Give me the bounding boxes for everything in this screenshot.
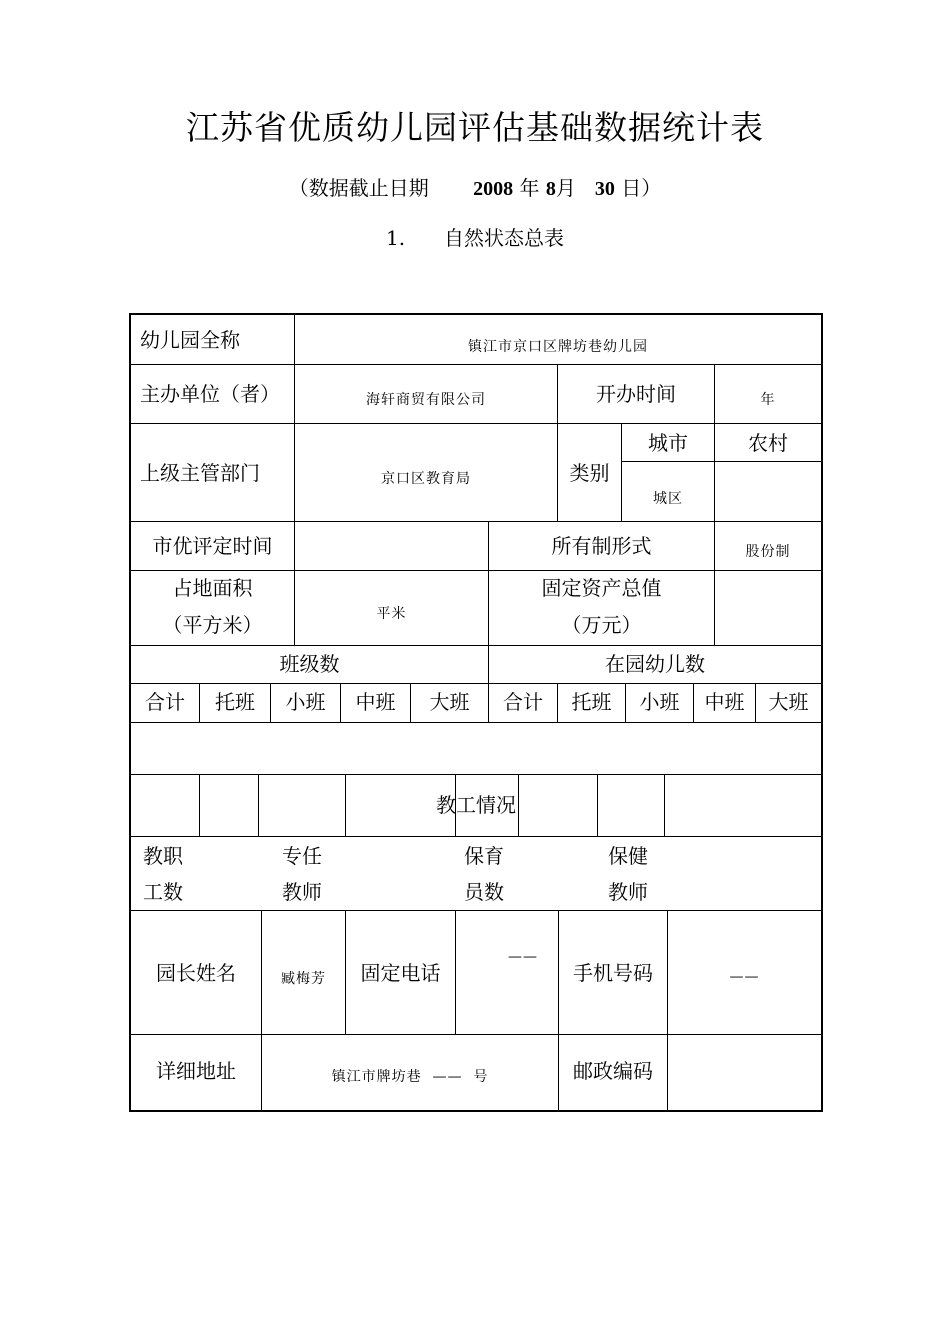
category-rural-label: 农村 — [748, 431, 788, 455]
cutoff-date-line — [0, 172, 950, 201]
classes-col-total: 合计 — [145, 690, 185, 714]
staff-count-label-line1: 教职 — [143, 844, 183, 868]
row-divider — [131, 1034, 821, 1035]
col-divider — [714, 521, 715, 646]
address-value — [262, 1070, 558, 1084]
col-divider — [667, 910, 668, 1110]
cutoff-month-unit: 月 — [555, 176, 576, 200]
director-name-value: 臧梅芳 — [281, 971, 326, 987]
cutoff-date-prefix: （数据截止日期 — [288, 176, 429, 200]
caregivers-label-line2: 员数 — [464, 880, 504, 904]
ownership-value: 股份制 — [745, 544, 791, 560]
section-heading — [0, 222, 950, 251]
teachers-label-line1: 专任 — [282, 844, 322, 868]
row-divider — [131, 910, 821, 911]
assets-label-line2: （万元） — [561, 613, 642, 637]
caregivers-label-line1: 保育 — [464, 844, 504, 868]
row-divider — [131, 722, 821, 723]
row-divider — [131, 645, 821, 646]
address-number-blank: —— — [432, 1069, 463, 1085]
address-street: 镇江市牌坊巷 — [331, 1069, 422, 1085]
founded-year-unit: 年 — [760, 392, 776, 408]
postcode-label: 邮政编码 — [573, 1059, 653, 1083]
children-col-large: 大班 — [768, 690, 809, 714]
classes-col-small: 小班 — [285, 690, 326, 714]
cutoff-year-unit: 年 — [519, 176, 540, 200]
children-col-middle: 中班 — [704, 690, 745, 714]
teachers-label-line2: 教师 — [282, 880, 322, 904]
sponsor-label: 主办单位（者） — [140, 382, 280, 406]
health-teachers-label-line1: 保健 — [608, 844, 648, 868]
category-value: 城区 — [653, 491, 683, 507]
children-col-small: 小班 — [639, 690, 680, 714]
ownership-label: 所有制形式 — [551, 534, 652, 558]
director-name-label: 园长姓名 — [156, 961, 236, 985]
classes-col-nursery: 托班 — [215, 690, 255, 714]
health-teachers-label-line2: 教师 — [608, 880, 648, 904]
city-rating-label: 市优评定时间 — [152, 534, 273, 558]
cutoff-month: 8 — [545, 178, 556, 200]
row-divider — [131, 570, 821, 571]
mobile-value: —— — [729, 969, 760, 985]
sponsor-value: 海轩商贸有限公司 — [366, 392, 486, 408]
founded-label: 开办时间 — [596, 382, 676, 406]
supervisor-label: 上级主管部门 — [140, 461, 260, 485]
row-divider — [131, 683, 821, 684]
category-city-label: 城市 — [648, 431, 688, 455]
classes-col-large: 大班 — [429, 690, 470, 714]
kindergarten-name-label: 幼儿园全称 — [140, 328, 240, 352]
section-title: 自然状态总表 — [444, 226, 564, 250]
row-divider — [131, 521, 821, 522]
landline-label: 固定电话 — [360, 961, 441, 985]
row-divider — [131, 774, 821, 775]
classes-count-label: 班级数 — [279, 652, 340, 676]
col-divider — [455, 910, 456, 1035]
staff-count-label-line2: 工数 — [143, 880, 183, 904]
cutoff-day: 30 — [594, 178, 615, 200]
landline-value: —— — [508, 949, 538, 965]
staff-section-label: 教工情况 — [436, 793, 516, 817]
children-col-total: 合计 — [503, 690, 543, 714]
section-number: 1. — [386, 226, 406, 250]
mobile-label: 手机号码 — [573, 961, 653, 985]
classes-col-middle: 中班 — [355, 690, 396, 714]
supervisor-value: 京口区教育局 — [381, 471, 471, 487]
children-count-label: 在园幼儿数 — [605, 652, 705, 676]
row-divider — [621, 461, 821, 462]
cutoff-year: 2008 — [473, 178, 514, 200]
statistics-form — [129, 313, 823, 1112]
row-divider — [131, 364, 821, 365]
address-number-unit: 号 — [473, 1069, 489, 1085]
row-divider — [131, 836, 821, 837]
row-divider — [131, 423, 821, 424]
kindergarten-name-value: 镇江市京口区牌坊巷幼儿园 — [468, 339, 648, 355]
page-title: 江苏省优质幼儿园评估基础数据统计表 — [186, 108, 764, 147]
area-unit: 平米 — [376, 606, 407, 622]
cutoff-day-unit: 日） — [621, 176, 662, 200]
area-label-line2: （平方米） — [162, 613, 263, 637]
address-label: 详细地址 — [156, 1059, 236, 1083]
assets-label-line1: 固定资产总值 — [541, 576, 662, 600]
col-divider — [294, 521, 295, 646]
children-col-nursery: 托班 — [571, 690, 612, 714]
category-label: 类别 — [569, 461, 610, 485]
area-label-line1: 占地面积 — [172, 576, 253, 600]
